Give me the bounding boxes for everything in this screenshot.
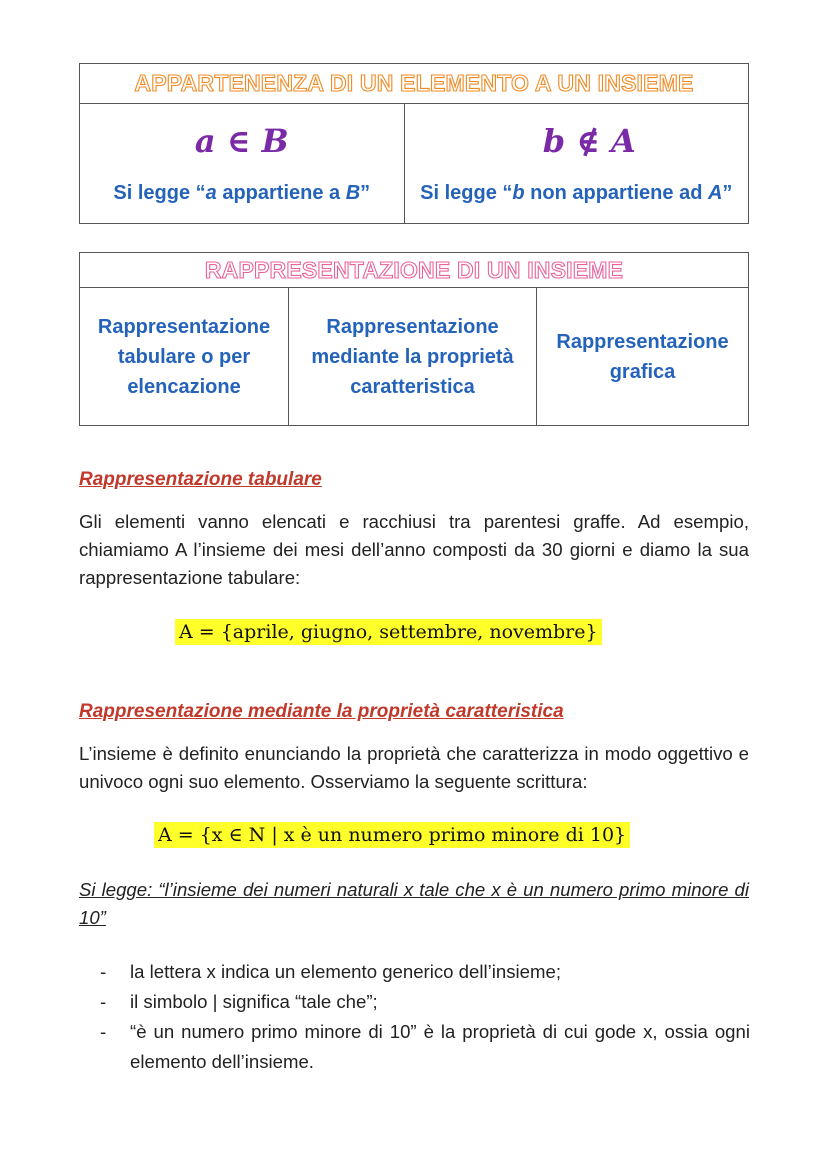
not-belongs-formula: b ∉ A: [542, 122, 636, 160]
section-property-heading: Rappresentazione mediante la proprietà caratteristica: [79, 701, 564, 722]
bullet-marker: -: [100, 1021, 107, 1042]
bullet-item: “è un numero primo minore di 10” è la proprietà di cui gode x, ossia ogni elemento dell’insieme.: [130, 1021, 750, 1072]
graphic-label: Rappresentazione grafica: [556, 330, 729, 383]
bullet-item: la lettera x indica un elemento generico dell’insieme;: [130, 961, 561, 982]
reading-note: Si legge: “l’insieme dei numeri naturali x tale che x è un numero primo minore di 10”: [79, 879, 749, 928]
property-formula: A = {x ∈ N | x è un numero primo minore di 10}: [154, 822, 630, 848]
representation-title-text: RAPPRESENTAZIONE DI UN INSIEME: [204, 256, 624, 283]
belongs-formula: a ∈ B: [194, 122, 289, 160]
representation-table: [79, 252, 749, 426]
bullet-marker: -: [100, 961, 107, 982]
belongs-reading: Si legge “a appartiene a B”: [113, 182, 371, 204]
representation-col-graphic: [537, 288, 749, 426]
bullet-marker: -: [100, 991, 107, 1012]
bullet-item: il simbolo | significa “tale che”;: [130, 991, 378, 1012]
property-label: Rappresentazione mediante la proprietà caratteristica: [311, 315, 514, 398]
not-belongs-reading: Si legge “b non appartiene ad A”: [420, 182, 733, 204]
representation-table-title: [80, 253, 749, 288]
section-tabular-heading: Rappresentazione tabulare: [79, 469, 322, 490]
section-tabular-body: Gli elementi vanno elencati e racchiusi tra parentesi graffe. Ad esempio, chiamiamo A l’insieme dei mesi dell’anno composti da 30 giorni e diamo la sua rappresentazione tabulare:: [79, 511, 749, 588]
section-property-body: L’insieme è definito enunciando la proprietà che caratterizza in modo oggettivo e univoco ogni suo elemento. Osserviamo la seguente scrittura:: [79, 743, 749, 792]
tabular-formula: A = {aprile, giugno, settembre, novembre}: [175, 619, 602, 645]
membership-table-title: [80, 64, 749, 104]
membership-cell-left: [80, 104, 405, 224]
membership-cell-right: [404, 104, 748, 224]
membership-table: [79, 63, 749, 224]
tabular-label: Rappresentazione tabulare o per elencazione: [97, 315, 271, 398]
membership-title-text: APPARTENENZA DI UN ELEMENTO A UN INSIEME: [134, 70, 694, 96]
representation-col-tabular: [80, 288, 289, 426]
representation-col-property: [289, 288, 537, 426]
